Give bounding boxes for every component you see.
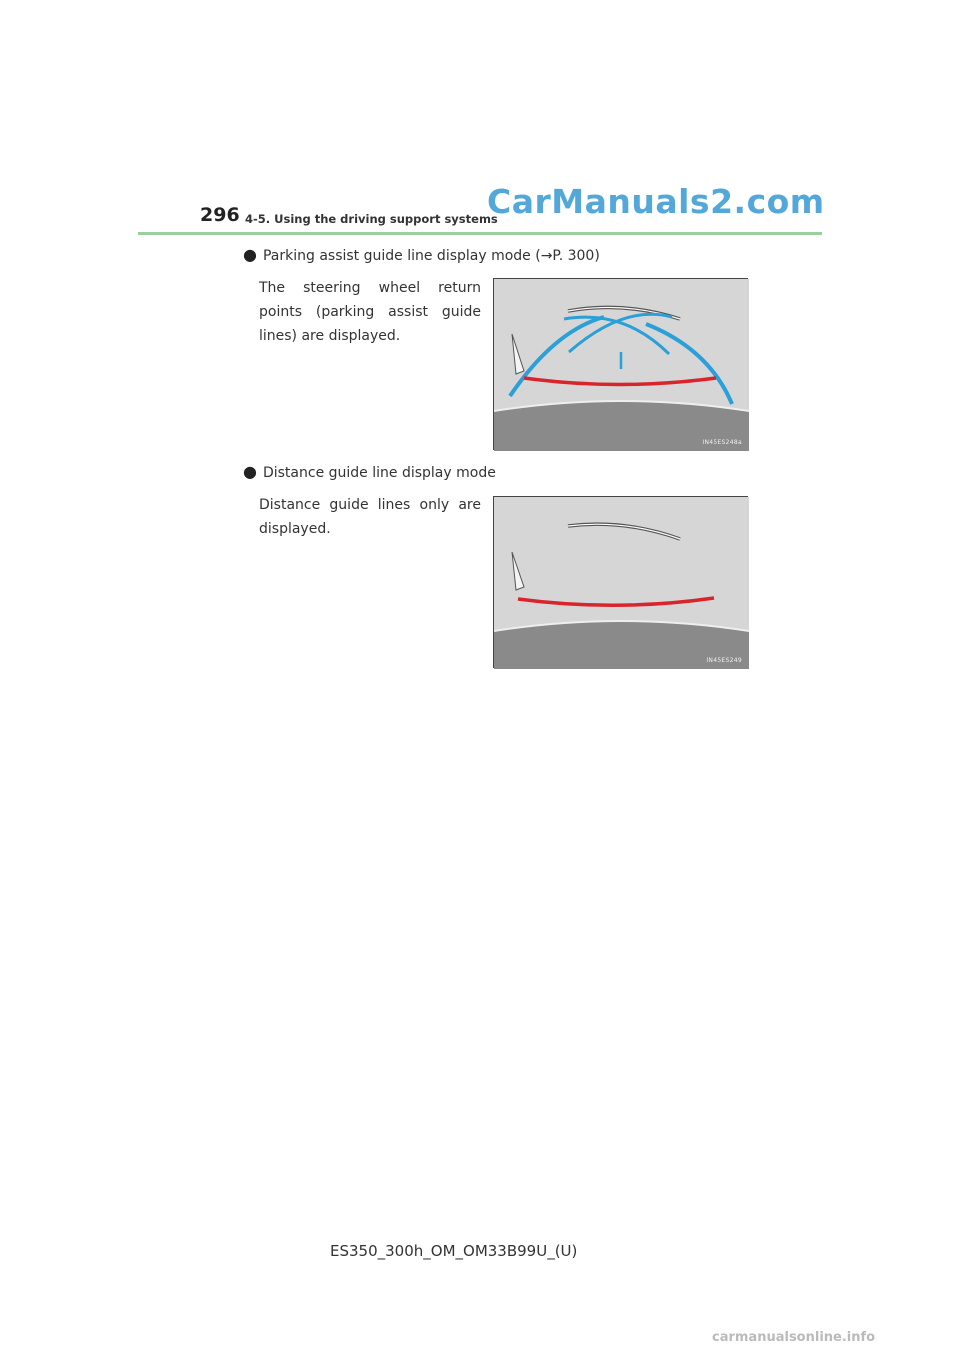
section-title: 4-5. Using the driving support systems: [245, 212, 498, 226]
mode-1-description: The steering wheel return points (parking assist guide lines) are displayed.: [259, 280, 481, 344]
distance-guide-diagram: [494, 497, 749, 669]
header-divider: [138, 232, 822, 235]
mode-1-title: Parking assist guide line display mode (→P. 300): [262, 248, 600, 264]
watermark-logo: CarManuals2.com: [487, 182, 825, 221]
distance-guide-screen: [493, 496, 748, 668]
bullet-icon: ●: [243, 245, 257, 264]
bullet-icon: ●: [243, 462, 257, 481]
page-number: 296: [200, 204, 240, 226]
mode-2-title: Distance guide line display mode: [262, 465, 496, 481]
figure-id: IN45ES249: [706, 657, 742, 664]
parking-assist-screen: [493, 278, 748, 450]
watermark-footer: carmanualsonline.info: [712, 1330, 876, 1345]
mode-2-heading: [243, 462, 496, 481]
document-code: ES350_300h_OM_OM33B99U_(U): [330, 1242, 578, 1260]
mode-1-heading: [243, 245, 600, 264]
parking-assist-diagram: [494, 279, 749, 451]
figure-id: IN45ES248a: [702, 439, 742, 446]
mode-2-description: Distance guide lines only are displayed.: [259, 497, 481, 537]
